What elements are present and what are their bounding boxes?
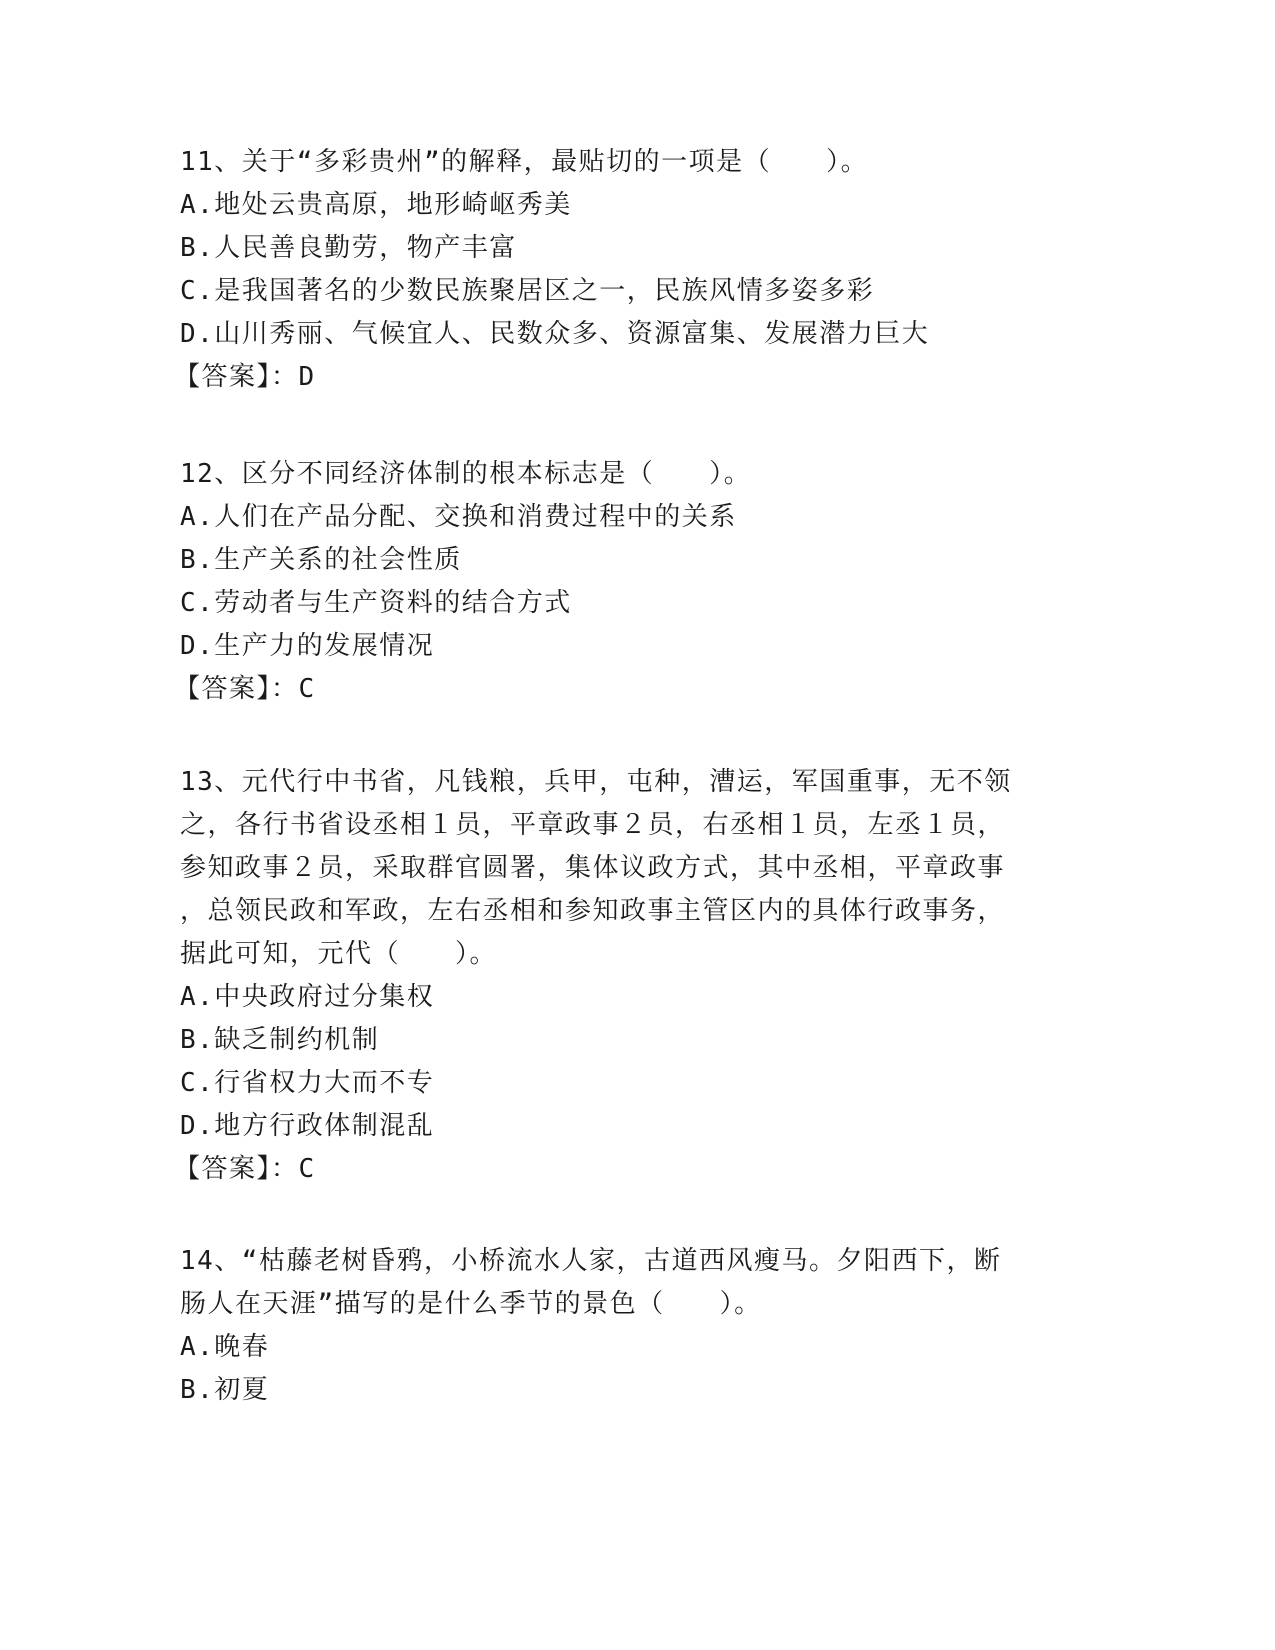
question-14	[180, 1240, 1040, 1412]
option-a: A.地处云贵高原，地形崎岖秀美	[180, 190, 572, 220]
question-stem-line: 据此可知，元代（ ）。	[180, 939, 498, 969]
option-d: D.山川秀丽、气候宜人、民数众多、资源富集、发展潜力巨大	[180, 319, 930, 349]
answer-line: 【答案】：C	[174, 674, 316, 704]
option-c: C.行省权力大而不专	[180, 1068, 435, 1098]
question-stem-line: 之，各行书省设丞相１员，平章政事２员，右丞相１员，左丞１员，	[180, 810, 1006, 840]
option-b: B.缺乏制约机制	[180, 1025, 380, 1055]
question-stem-line: ，总领民政和军政，左右丞相和参知政事主管区内的具体行政事务，	[180, 896, 1006, 926]
question-stem: 11、关于“多彩贵州”的解释，最贴切的一项是（ ）。	[180, 147, 869, 177]
option-d: D.生产力的发展情况	[180, 631, 435, 661]
question-12	[174, 453, 1040, 711]
answer-line: 【答案】：C	[174, 1154, 316, 1184]
option-b: B.生产关系的社会性质	[180, 545, 462, 575]
question-stem-line: 13、元代行中书省，凡钱粮，兵甲，屯种，漕运，军国重事，无不领	[180, 767, 1012, 797]
question-stem-line: 14、“枯藤老树昏鸦，小桥流水人家，古道西风瘦马。夕阳西下，断	[180, 1246, 1002, 1276]
option-b: B.初夏	[180, 1375, 270, 1405]
question-stem-line: 参知政事２员，采取群官圆署，集体议政方式，其中丞相，平章政事	[180, 853, 1006, 883]
option-c: C.劳动者与生产资料的结合方式	[180, 588, 572, 618]
answer-line: 【答案】：D	[174, 362, 316, 392]
option-b: B.人民善良勤劳，物产丰富	[180, 233, 517, 263]
option-a: A.人们在产品分配、交换和消费过程中的关系	[180, 502, 737, 532]
question-stem: 12、区分不同经济体制的根本标志是（ ）。	[180, 459, 752, 489]
option-a: A.中央政府过分集权	[180, 982, 435, 1012]
question-11	[174, 141, 1040, 399]
option-a: A.晚春	[180, 1332, 270, 1362]
question-stem-line: 肠人在天涯”描写的是什么季节的景色（ ）。	[180, 1289, 762, 1319]
option-d: D.地方行政体制混乱	[180, 1111, 435, 1141]
option-c: C.是我国著名的少数民族聚居区之一，民族风情多姿多彩	[180, 276, 875, 306]
question-13	[174, 761, 1040, 1191]
